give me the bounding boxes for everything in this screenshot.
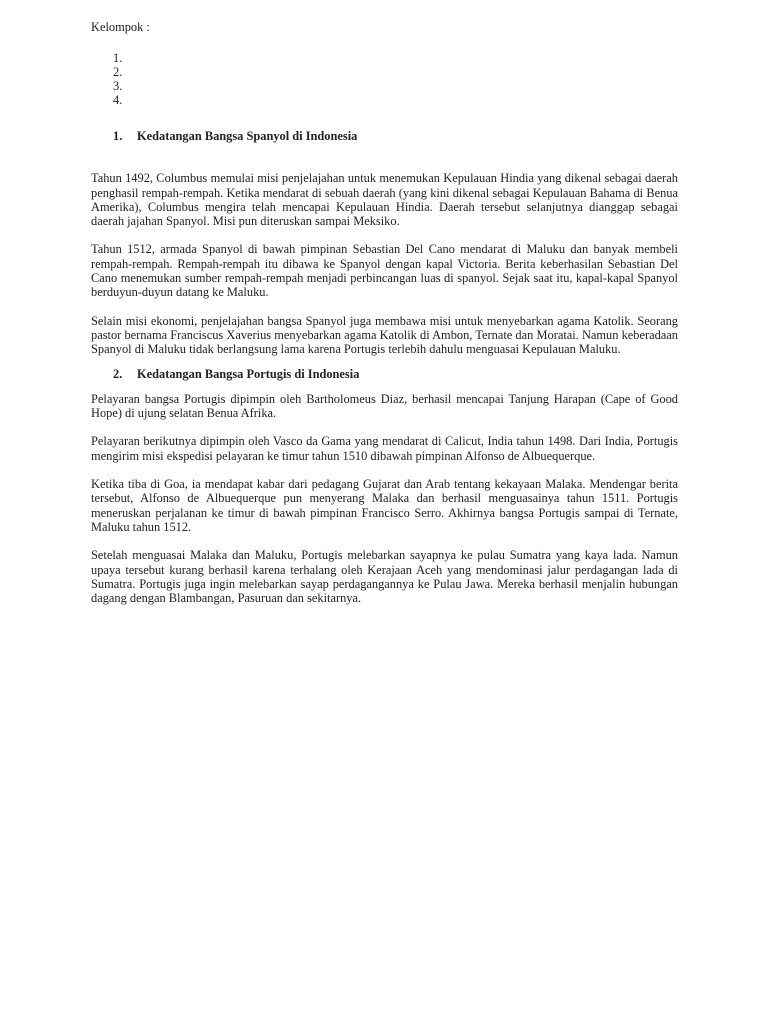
- section-number: 2.: [113, 366, 123, 381]
- section-title: Kedatangan Bangsa Portugis di Indonesia: [137, 366, 360, 381]
- section-heading-portugis: [91, 367, 678, 381]
- member-item: 4.: [113, 93, 123, 107]
- group-label: Kelompok :: [91, 20, 150, 34]
- paragraph: Tahun 1492, Columbus memulai misi penjelajahan untuk menemukan Kepulauan Hindia yang dikenal sebagai daerah penghasil rempah-rempah. Ketika mendarat di sebuah daerah (yang kini dikenal sebagai Kepulauan Bahama di Benua Amerika), Columbus mengira telah mencapai Kepulauan Hindia. Daerah tersebut selanjutnya dianggap sebagai daerah jajahan Spanyol. Misi pun diteruskan sampai Meksiko.: [91, 171, 678, 229]
- paragraph: Selain misi ekonomi, penjelajahan bangsa Spanyol juga membawa misi untuk menyebarkan agama Katolik. Seorang pastor bernama Franciscus Xaverius menyebarkan agama Katolik di Ambon, Ternate dan Moratai. Namun keberadaan Spanyol di Maluku tidak berlangsung lama karena Portugis terlebih dahulu menguasai Kepulauan Maluku.: [91, 313, 678, 357]
- paragraph: Ketika tiba di Goa, ia mendapat kabar dari pedagang Gujarat dan Arab tentang kekayaan Malaka. Mendengar berita tersebut, Alfonso de Albuequerque pun menyerang Malaka dan berhasil menguasainya tahun 1511. Portugis meneruskan perjalanan ke timur di bawah pimpinan Francisco Serro. Akhirnya bangsa Portugis sampai di Ternate, Maluku tahun 1512.: [91, 477, 678, 534]
- document-page: [91, 20, 678, 605]
- member-list: [91, 51, 678, 107]
- section-number: 1.: [113, 129, 123, 143]
- member-item: 3.: [113, 79, 123, 93]
- section-title: Kedatangan Bangsa Spanyol di Indonesia: [137, 129, 358, 143]
- paragraph: Pelayaran berikutnya dipimpin oleh Vasco da Gama yang mendarat di Calicut, India tahun 1498. Dari India, Portugis mengirim misi ekspedisi pelayaran ke timur tahun 1510 dibawah pimpinan Alfonso de Albuequerque.: [91, 434, 678, 463]
- paragraph: Pelayaran bangsa Portugis dipimpin oleh Bartholomeus Diaz, berhasil mencapai Tanjung Harapan (Cape of Good Hope) di ujung selatan Benua Afrika.: [91, 391, 678, 421]
- paragraph: Tahun 1512, armada Spanyol di bawah pimpinan Sebastian Del Cano mendarat di Maluku dan banyak membeli rempah-rempah. Rempah-rempah itu dibawa ke Spanyol dengan kapal Victoria. Berita keberhasilan Sebastian Del Cano menemukan sumber rempah-rempah menjadi perbincangan luas di spanyol. Sejak saat itu, kapal-kapal Spanyol berduyun-duyun datang ke Maluku.: [91, 242, 678, 300]
- section-heading-spanyol: [91, 129, 678, 143]
- member-item: 1.: [113, 51, 123, 65]
- paragraph: Setelah menguasai Malaka dan Maluku, Portugis melebarkan sayapnya ke pulau Sumatra yang kaya lada. Namun upaya tersebut kurang berhasil karena terhalang oleh Kerajaan Aceh yang mendominasi jalur perdagangan lada di Sumatra. Portugis juga ingin melebarkan sayap perdagangannya ke Pulau Jawa. Mereka berhasil menjalin hubungan dagang dengan Blambangan, Pasuruan dan sekitarnya.: [91, 548, 678, 606]
- member-item: 2.: [113, 65, 123, 79]
